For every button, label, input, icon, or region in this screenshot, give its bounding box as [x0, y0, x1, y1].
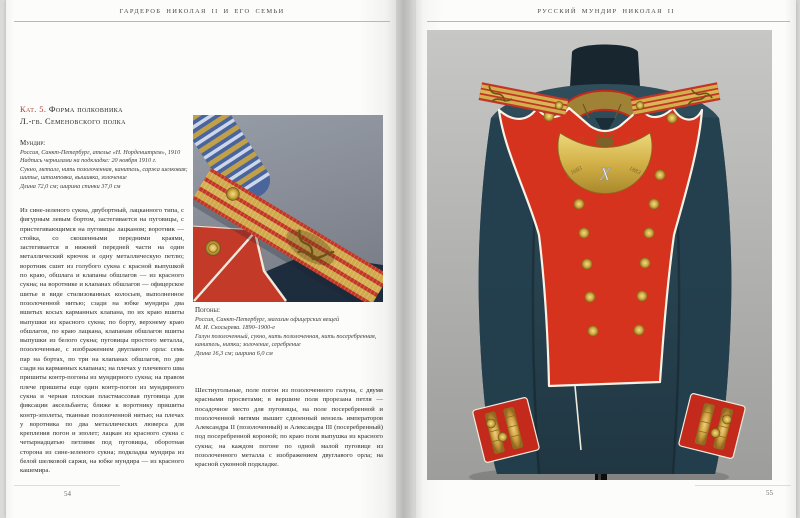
gorget-crown	[596, 137, 614, 147]
gorget-cross: X	[599, 164, 611, 184]
uniform-description-text: Из сине-зеленого сукна, двубортный, лацканного типа, с фигурным левым бортом, застегивается на пуговицы, с пристегивающимся на пуговицы лацканом; воротник — стойка, со скошенными передними краями, застегивается в нижней передней части на один металлический крючок и одну металлическую петлю; воротник сшит из голубого сукна с красной выпушкой по краю, обшлага и клапаны обшлагов — из красного сукна; на воротнике и клапанах обшлагов — офицерское шитье в виде стилизованных колосьев, выполненное позолоченной нитью; сзади на юбке мундира два вшитых косых карманных клапана, по их краю вшиты выпушки из красного сукна; по борту, верхнему краю обшлагов, по краю лацкана, клапанам обшлагов вшиты выпушки из белого сукна; пуговицы простого металла, позолоченные, с изображением двуглавого орла: семь пар на бортах, по три на клапанах обшлагов, по две сзади на карманных клапанах; на плечах у плечевого шва пришиты контр-погоны из мундирного сукна; на правом плече пришиты еще один контр-погон из мундирного сукна и черная плоская пластмассовая пуговица для фиксации аксельбанта; ближе к воротнику пришиты контр-эполеты, тканные позолоченной нитью; на плечах у воротника по два металлических люверса для крепления погон и эполет; лацкан из красного сукна с четырнадцатью петлями под пуговицы, оборотная сторона из сине-зеленого сукна; подкладка мундира из белой шелковой саржи, на юбке мундира — из красного кашемира.	[20, 207, 184, 475]
uniform-caption-heading: Мундир:	[20, 139, 46, 147]
right-foot-rule	[695, 485, 791, 486]
catalog-title-line1: Форма полковника	[48, 105, 123, 114]
catalog-title	[20, 104, 192, 127]
gorget-year-right: 1883	[627, 165, 642, 177]
caption-line: Длина 72,0 см; ширина спинки 37,0 см	[20, 182, 121, 190]
caption-line: Россия, Санкт-Петербург, ателье «Н. Норденштрем», 1910	[20, 148, 181, 156]
book-gutter	[396, 0, 418, 518]
uniform-photo	[427, 30, 772, 480]
shoulder-caption-heading: Погоны:	[195, 306, 220, 314]
caption-line: Длина 16,3 см; ширина 6,0 см	[195, 349, 273, 357]
shoulder-board-detail-photo	[193, 115, 383, 302]
catalog-title-line2: Л.-гв. Семеновского полка	[20, 116, 126, 126]
left-page	[6, 0, 398, 518]
shoulder-board-illustration	[193, 115, 383, 302]
shoulder-caption-block	[195, 306, 383, 359]
catalog-number: Кат. 5.	[20, 105, 47, 114]
caption-line: Сукно, металл, нить позолоченная, канитель, саржа шелковая;	[20, 165, 188, 173]
right-folio: 55	[766, 489, 773, 497]
left-folio: 54	[64, 490, 71, 498]
gorget-number-right: 50	[626, 136, 634, 144]
left-foot-rule	[14, 485, 120, 486]
caption-line: шитье, штамповка, вышивка, золочение	[20, 174, 127, 182]
shoulder-description-text: Шестиугольные, поле погон из позолоченного галуна, с двумя красными просветами; в вершине поля прорезана петля — посадочное место для пуговицы, на поле посеребренной и позолоченной нитями вышит сдвоенный вензель императоров Александра II (позолоченный) и Александра III (посеребренный) под посеребренной короной; по краю поля выпушка из красного сукна; на каждом погоне по одной малой пуговице из позолоченного металла с изображением двуглавого орла; на красной суконной подкладке.	[195, 387, 383, 469]
right-page	[416, 0, 796, 518]
left-running-head: ГАРДЕРОБ НИКОЛАЯ II И ЕГО СЕМЬИ	[119, 8, 285, 15]
uniform-caption-block	[20, 139, 196, 192]
caption-line: Галун позолоченный, сукно, нить позолоченная, нить посеребренная, канитель, нитки; золочение, серебрение	[195, 332, 377, 349]
caption-line: Надпись чернилами на подкладке: 20 ноября 1910 г.	[20, 157, 157, 165]
caption-line: М. И. Скосырева. 1890–1900-е	[195, 324, 275, 332]
uniform-illustration	[427, 30, 772, 480]
caption-line: Россия, Санкт-Петербург, магазин офицерских вещей	[195, 315, 340, 323]
right-head-rule	[427, 21, 790, 22]
right-running-head: РУССКИЙ МУНДИР НИКОЛАЯ II	[537, 8, 675, 15]
gorget-number-left: 18	[577, 136, 585, 144]
gorget-year-left: 1683	[569, 165, 584, 177]
gold-button	[206, 241, 221, 256]
left-head-rule	[14, 21, 390, 22]
